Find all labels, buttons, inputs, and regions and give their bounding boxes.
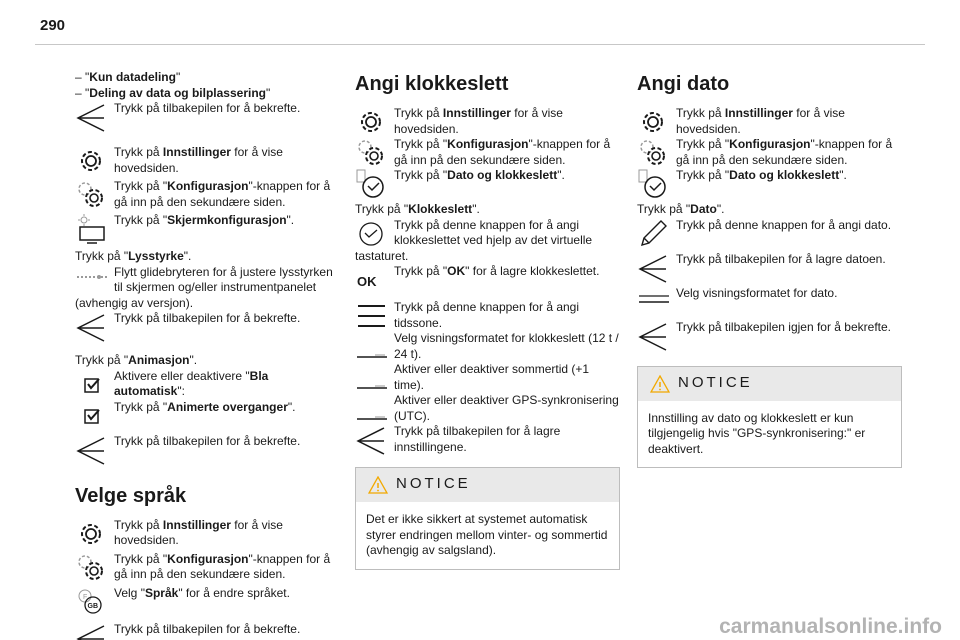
notice-text: Det er ikke sikkert at systemet automatisk styrer endringen mellom vinter- og sommertid (avhengig av salgsland). xyxy=(366,512,608,557)
double-gear-icon xyxy=(637,137,669,169)
clock-icon xyxy=(355,168,387,200)
clock-icon xyxy=(637,168,669,200)
toggle-icon xyxy=(355,393,387,425)
double-gear-icon xyxy=(75,179,107,211)
checkbox-icon xyxy=(75,369,107,401)
step-animation: Trykk på "Animasjon". xyxy=(75,353,198,367)
toggle-icon xyxy=(355,331,387,363)
step-gps-sync: Aktiver eller deaktiver GPS-synkronisering (UTC). xyxy=(355,393,620,424)
back-arrow-icon xyxy=(75,622,107,640)
step-auto-scroll: Aktivere eller deaktivere "Bla automatisk": xyxy=(75,369,340,400)
gear-icon xyxy=(637,106,669,138)
step-screen-config: Trykk på "Skjermkonfigurasjon". xyxy=(75,213,340,249)
slider-icon xyxy=(75,265,107,297)
back-arrow-icon xyxy=(75,101,107,133)
column-set-date xyxy=(637,70,902,468)
language-flag-icon xyxy=(75,586,107,618)
step-back-confirm-2: Trykk på tilbakepilen for å bekrefte. xyxy=(75,311,340,345)
option-data-sharing: – "Kun datadeling" xyxy=(75,70,181,84)
warning-icon xyxy=(650,375,670,398)
notice-text: Innstilling av dato og klokkeslett er kun tilgjengelig hvis "GPS-synkronisering:" er deaktivert. xyxy=(648,410,866,456)
svg-text:F: F xyxy=(83,593,88,601)
section-heading-language: Velge språk xyxy=(75,484,187,507)
step-date-and-time: Trykk på "Dato og klokkeslett". xyxy=(637,168,902,198)
toggle-icon xyxy=(355,362,387,394)
double-gear-icon xyxy=(75,552,107,584)
gear-icon xyxy=(75,518,107,550)
gear-icon xyxy=(355,106,387,138)
gear-icon xyxy=(75,145,107,177)
back-arrow-icon xyxy=(637,252,669,284)
step-time-settings: Trykk på Innstillinger for å vise hovedsiden. xyxy=(355,106,620,137)
step-back-confirm-3: Trykk på tilbakepilen for å bekrefte. xyxy=(75,434,340,468)
column-set-time xyxy=(355,70,620,570)
step-brightness: Trykk på "Lysstyrke". xyxy=(75,249,192,263)
step-slider-cont: (avhengig av versjon). xyxy=(75,295,194,310)
footer-watermark-logo: carmanualsonline.info xyxy=(719,614,942,638)
step-date-time: Trykk på "Dato og klokkeslett". xyxy=(355,168,620,198)
notice-header xyxy=(356,468,619,502)
svg-text:GB: GB xyxy=(87,602,98,610)
option-data-and-location: – "Deling av data og bilplassering" xyxy=(75,85,271,100)
step-set-time-cont: tastaturet. xyxy=(355,248,409,263)
step-lang-select: F GB Velg "Språk" for å endre språket. xyxy=(75,586,340,622)
step-dst: Aktiver eller deaktiver sommertid (+1 time). xyxy=(355,362,620,393)
column-display-settings xyxy=(75,70,340,640)
step-settings: Trykk på Innstillinger for å vise hovedsiden. xyxy=(75,145,340,179)
pencil-icon xyxy=(637,218,669,250)
step-set-date: Trykk på denne knappen for å angi dato. xyxy=(637,218,902,252)
screen-brightness-icon xyxy=(75,213,107,245)
step-date-format: Velg visningsformatet for dato. xyxy=(637,286,902,320)
notice-box-date xyxy=(637,366,902,469)
step-clock: Trykk på "Klokkeslett". xyxy=(355,202,480,216)
header-divider xyxy=(35,44,925,45)
step-date-config: Trykk på "Konfigurasjon"-knappen for å gå inn på den sekundære siden. xyxy=(637,137,902,168)
step-back-confirm-4: Trykk på tilbakepilen for å bekrefte. xyxy=(75,622,340,640)
step-back-confirm-date: Trykk på tilbakepilen igjen for å bekrefte. xyxy=(637,320,902,354)
clock-check-icon xyxy=(355,218,387,250)
notice-title: NOTICE xyxy=(678,373,753,391)
back-arrow-icon xyxy=(75,311,107,343)
section-heading-date: Angi dato xyxy=(637,73,730,95)
step-time-format: Velg visningsformatet for klokkeslett (12 t / 24 t). xyxy=(355,331,620,362)
step-set-time: Trykk på denne knappen for å angi klokkeslettet ved hjelp av det virtuelle xyxy=(355,218,620,249)
notice-title: NOTICE xyxy=(396,475,471,492)
step-date-settings: Trykk på Innstillinger for å vise hovedsiden. xyxy=(637,106,902,137)
step-date: Trykk på "Dato". xyxy=(637,202,725,216)
step-lang-config: Trykk på "Konfigurasjon"-knappen for å gå inn på den sekundære siden. xyxy=(75,552,340,586)
step-configuration: Trykk på "Konfigurasjon"-knappen for å gå inn på den sekundære siden. xyxy=(75,179,340,213)
step-back-confirm: Trykk på tilbakepilen for å bekrefte. xyxy=(75,101,340,131)
step-ok: OK Trykk på "OK" for å lagre klokkeslettet. xyxy=(355,264,620,294)
section-heading-time: Angi klokkeslett xyxy=(355,73,509,95)
page-number: 290 xyxy=(40,17,66,34)
toggle-icon xyxy=(637,286,669,318)
warning-icon xyxy=(368,476,388,499)
ok-icon xyxy=(355,264,387,296)
menu-icon xyxy=(355,300,387,332)
step-time-config: Trykk på "Konfigurasjon"-knappen for å gå inn på den sekundære siden. xyxy=(355,137,620,168)
back-arrow-icon xyxy=(355,424,387,456)
step-transitions: Trykk på "Animerte overganger". xyxy=(75,400,340,434)
step-back-save: Trykk på tilbakepilen for å lagre innstillingene. xyxy=(355,424,620,455)
step-slider: Flytt glidebryteren for å justere lysstyrken til skjermen og/eller instrumentpanelet xyxy=(75,265,340,296)
checkbox-icon xyxy=(75,400,107,432)
step-timezone: Trykk på denne knappen for å angi tidssone. xyxy=(355,300,620,331)
step-back-save-date: Trykk på tilbakepilen for å lagre datoen. xyxy=(637,252,902,286)
back-arrow-icon xyxy=(75,434,107,466)
double-gear-icon xyxy=(355,137,387,169)
notice-header xyxy=(638,367,901,401)
step-lang-settings: Trykk på Innstillinger for å vise hovedsiden. xyxy=(75,518,340,552)
notice-box-time xyxy=(355,467,620,570)
back-arrow-icon xyxy=(637,320,669,352)
svg-text:OK: OK xyxy=(357,274,377,289)
